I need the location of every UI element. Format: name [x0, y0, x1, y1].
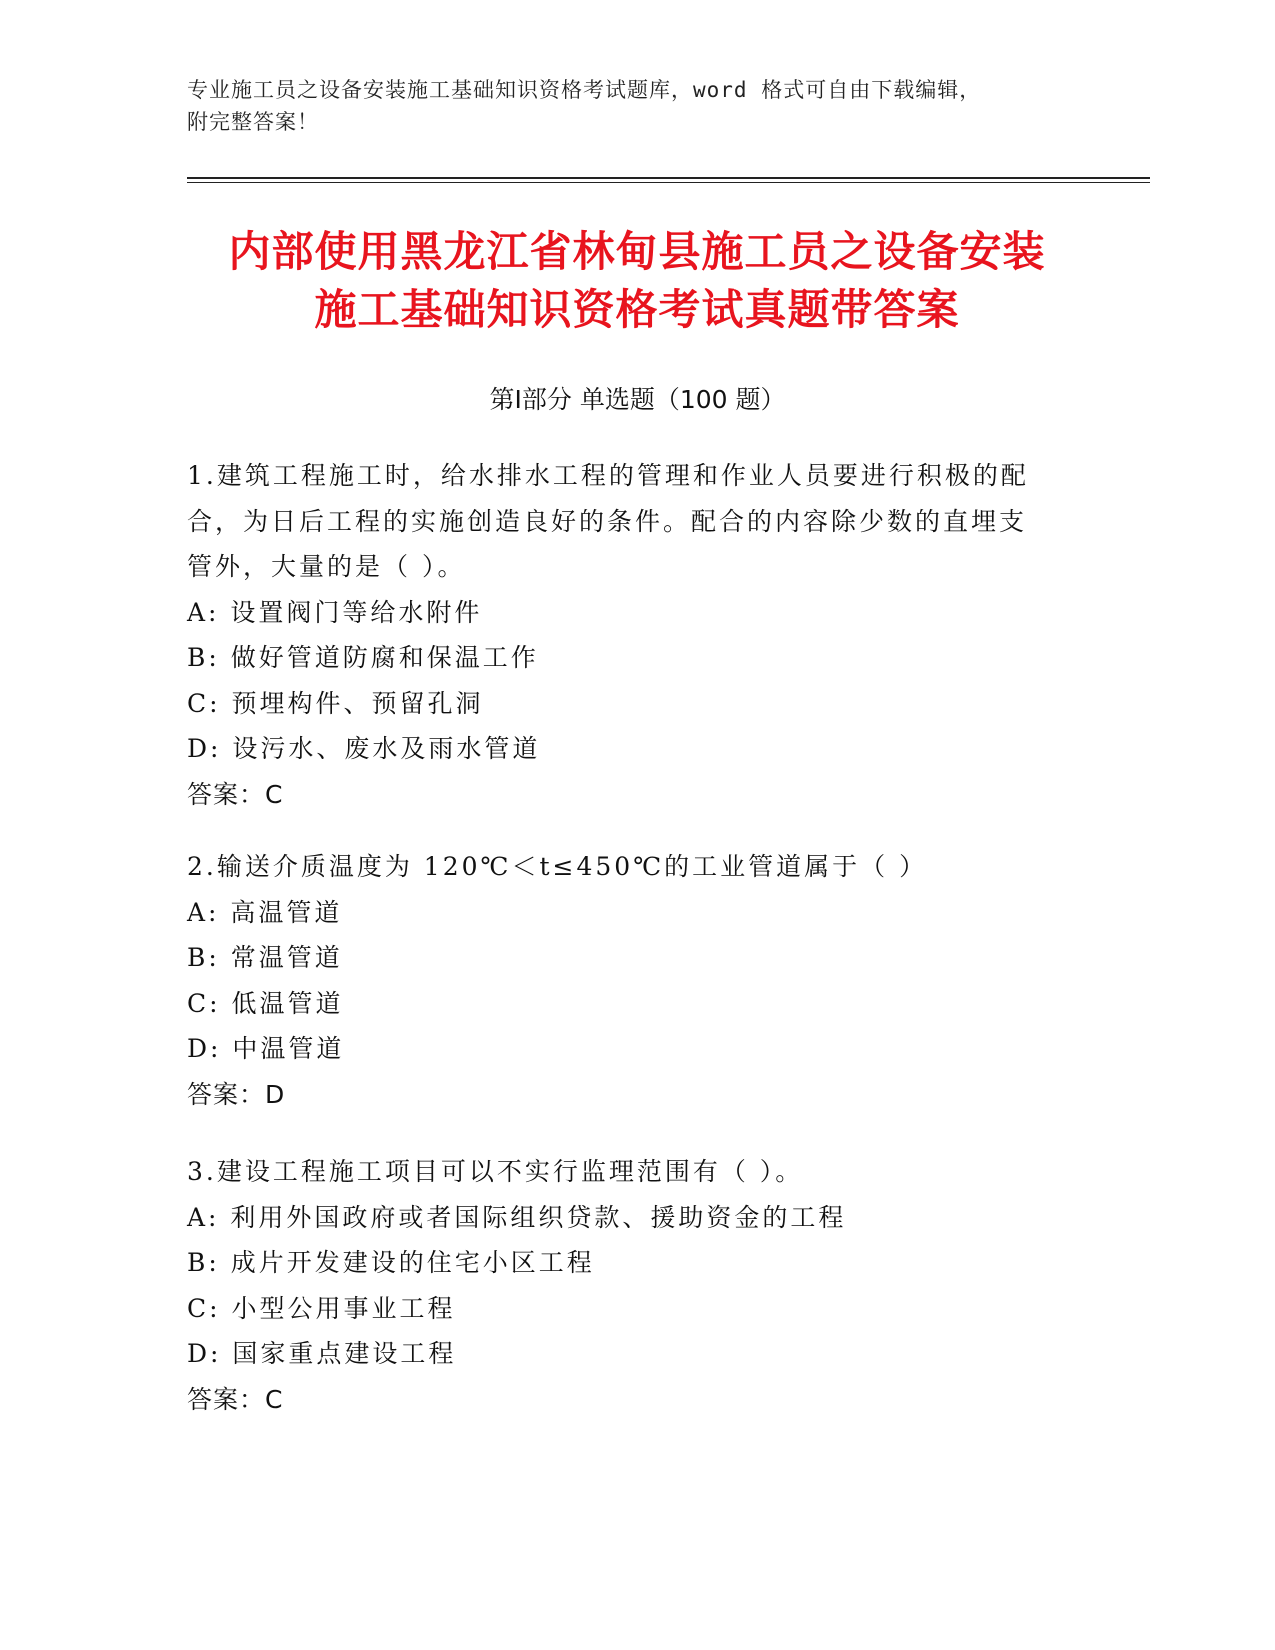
question-1-answer: 答案：C — [187, 779, 284, 809]
header-note — [187, 74, 1087, 138]
question-3 — [187, 1149, 1067, 1422]
question-2-option-a: A: 高温管道 — [187, 897, 343, 927]
question-2-option-b: B: 常温管道 — [187, 943, 343, 972]
question-3-option-c: C: 小型公用事业工程 — [187, 1293, 456, 1323]
document-title — [137, 223, 1137, 339]
question-3-answer: 答案：C — [187, 1384, 284, 1414]
question-1-stem-line-2: 合，为日后工程的实施创造良好的条件。配合的内容除少数的直埋支 — [187, 506, 1028, 536]
question-1-option-b: B: 做好管道防腐和保温工作 — [187, 643, 539, 672]
question-1-option-c: C: 预埋构件、预留孔洞 — [187, 688, 484, 718]
question-3-option-a: A: 利用外国政府或者国际组织贷款、援助资金的工程 — [187, 1202, 847, 1232]
question-2-stem-line-1: 2.输送介质温度为 120℃＜t≤450℃的工业管道属于（ ） — [187, 852, 928, 881]
document-title-line-2: 施工基础知识资格考试真题带答案 — [314, 285, 960, 334]
header-note-line-1: 专业施工员之设备安装施工基础知识资格考试题库，word 格式可自由下载编辑， — [187, 78, 982, 102]
question-1-stem-line-3: 管外，大量的是（ ）。 — [187, 552, 466, 581]
question-3-option-b: B: 成片开发建设的住宅小区工程 — [187, 1248, 595, 1277]
question-1-stem-line-1: 1.建筑工程施工时，给水排水工程的管理和作业人员要进行积极的配 — [187, 461, 1029, 490]
question-2-answer: 答案：D — [187, 1079, 286, 1109]
question-2-option-d: D: 中温管道 — [187, 1034, 345, 1063]
document-title-line-1: 内部使用黑龙江省林甸县施工员之设备安装 — [228, 227, 1046, 276]
header-note-line-2: 附完整答案！ — [187, 110, 319, 134]
question-3-stem-line-1: 3.建设工程施工项目可以不实行监理范围有（ ）。 — [187, 1157, 804, 1186]
header-divider-thin — [187, 182, 1150, 183]
question-2 — [187, 844, 1067, 1117]
question-1-option-d: D: 设污水、废水及雨水管道 — [187, 734, 541, 763]
question-1 — [187, 453, 1067, 817]
section-heading: 第Ⅰ部分 单选题（100 题） — [489, 385, 786, 414]
question-1-option-a: A: 设置阀门等给水附件 — [187, 597, 483, 627]
header-divider-thick — [187, 177, 1150, 179]
question-3-option-d: D: 国家重点建设工程 — [187, 1339, 457, 1368]
question-2-option-c: C: 低温管道 — [187, 988, 344, 1018]
